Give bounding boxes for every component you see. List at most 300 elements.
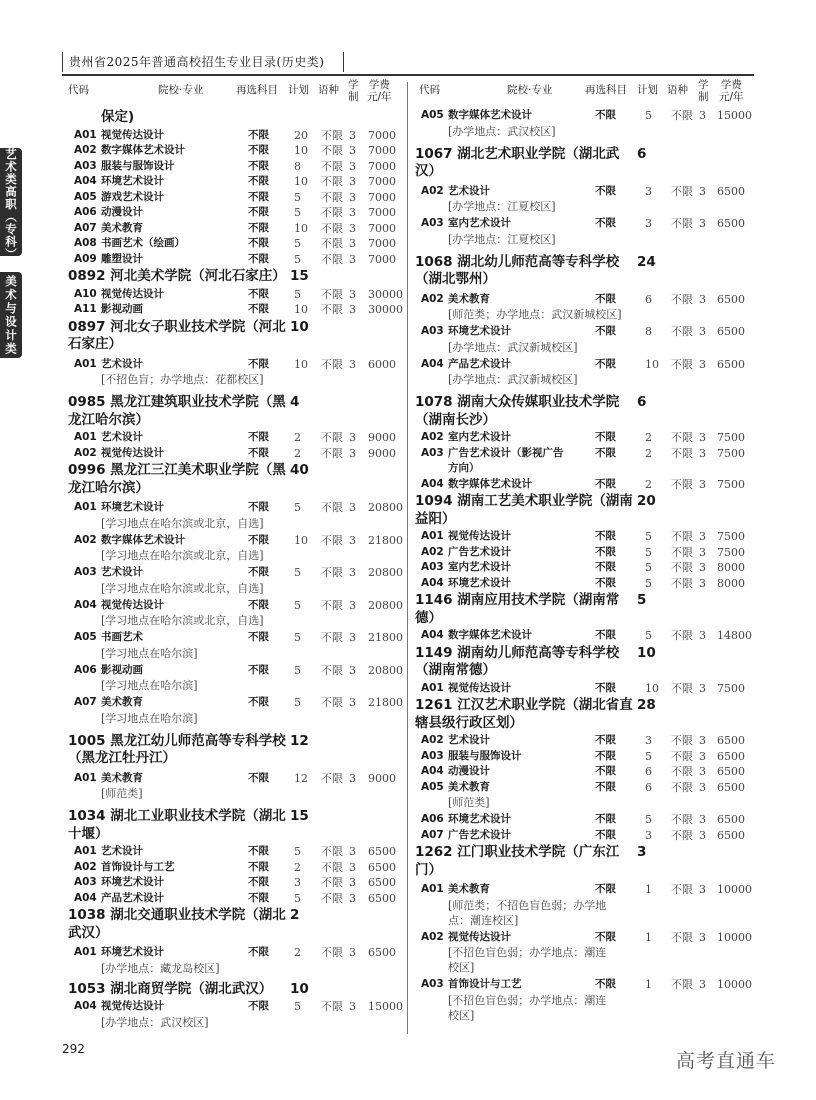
major-language: 不限	[671, 109, 693, 122]
major-fee: 7000	[368, 128, 396, 142]
major-subject: 不限	[595, 978, 616, 990]
col-code: 代码	[68, 84, 89, 96]
major-code: A01	[74, 501, 97, 513]
major-fee: 14800	[717, 629, 752, 642]
major-row	[68, 663, 403, 679]
school-plan: 2	[290, 907, 300, 923]
major-plan: 2	[645, 431, 652, 444]
major-code: A06	[74, 663, 97, 676]
major-note: [办学地点：藏龙岛校区]	[101, 961, 220, 975]
major-name: 游戏艺术设计	[101, 190, 164, 203]
major-code: A07	[74, 696, 97, 708]
major-plan: 10	[294, 303, 308, 316]
major-row	[68, 159, 403, 175]
major-plan: 5	[294, 1000, 301, 1013]
major-fee: 7500	[717, 530, 745, 543]
col-years-bottom: 制	[698, 91, 709, 103]
major-fee: 21800	[368, 533, 403, 547]
school-name: 保定)	[101, 109, 135, 125]
watermark-text: 高考直通车	[676, 1050, 777, 1072]
col-plan: 计划	[288, 84, 309, 96]
school-heading	[415, 696, 755, 733]
major-name: 美术教育	[101, 696, 143, 708]
major-subject: 不限	[595, 431, 616, 443]
major-row	[415, 882, 755, 898]
school-name: 1262 江门职业技术学院（广东江门）	[415, 844, 620, 878]
major-fee: 6500	[717, 780, 745, 794]
major-row	[415, 930, 755, 946]
major-note: [不招色盲；办学地点：花都校区]	[101, 373, 264, 386]
major-fee: 6500	[717, 292, 745, 306]
major-years: 3	[349, 206, 356, 219]
major-plan: 20	[294, 128, 308, 142]
major-subject: 不限	[248, 431, 269, 443]
major-row	[415, 324, 755, 340]
school-name: 1068 湖北幼儿师范高等专科学校（湖北鄂州）	[415, 253, 620, 287]
major-language: 不限	[671, 477, 693, 491]
major-code: A01	[74, 431, 97, 443]
major-subject: 不限	[248, 446, 269, 459]
major-row	[415, 560, 755, 576]
major-language: 不限	[671, 431, 693, 444]
major-language: 不限	[321, 144, 343, 157]
major-fee: 7500	[717, 431, 745, 444]
major-name: 数字媒体艺术设计	[448, 477, 532, 490]
major-name: 室内艺术设计	[448, 217, 511, 229]
major-plan: 10	[294, 144, 308, 157]
major-years: 3	[699, 325, 706, 338]
major-years: 3	[699, 545, 706, 559]
major-note: [学习地点在哈尔滨或北京，自选]	[101, 614, 264, 627]
major-name: 美术教育	[448, 780, 490, 793]
major-language: 不限	[321, 891, 343, 905]
major-row	[68, 205, 403, 221]
major-name: 服装与服饰设计	[448, 749, 522, 762]
side-tab-label: 美术与设计类	[4, 274, 18, 356]
major-plan: 10	[294, 175, 308, 188]
major-name: 首饰设计与工艺	[101, 860, 175, 873]
major-years: 3	[699, 813, 706, 826]
major-row	[68, 252, 403, 268]
major-fee: 6500	[717, 325, 745, 338]
major-name: 影视动画	[101, 663, 143, 676]
major-fee: 6500	[717, 765, 745, 778]
major-fee: 21800	[368, 631, 403, 644]
major-code: A07	[74, 221, 97, 234]
major-years: 3	[699, 883, 706, 896]
major-code: A06	[421, 813, 444, 825]
school-heading	[415, 644, 755, 681]
major-row	[415, 733, 755, 749]
major-years: 3	[349, 287, 356, 301]
major-language: 不限	[671, 681, 693, 695]
major-row	[415, 576, 755, 592]
major-row	[415, 430, 755, 446]
major-row	[68, 287, 403, 303]
major-years: 3	[699, 477, 706, 491]
school-name: 1094 湖南工艺美术职业学院（湖南益阳）	[415, 493, 633, 527]
major-subject: 不限	[595, 217, 616, 229]
major-note: [办学地点：武汉新城校区]	[448, 373, 578, 386]
major-language: 不限	[671, 545, 693, 559]
major-subject: 不限	[248, 159, 269, 172]
major-fee: 6500	[717, 184, 745, 198]
major-name: 书画艺术	[101, 631, 143, 643]
school-heading	[415, 843, 755, 880]
major-row	[415, 681, 755, 697]
col-fee-top: 学费	[368, 79, 390, 91]
major-years: 3	[349, 190, 356, 204]
school-plan: 4	[290, 394, 300, 410]
school-heading	[68, 732, 403, 769]
major-fee: 6500	[368, 891, 396, 905]
major-fee: 7500	[717, 545, 745, 559]
school-name: 1053 湖北商贸学院（湖北武汉）	[68, 980, 273, 997]
major-years: 3	[699, 109, 706, 122]
major-language: 不限	[321, 876, 343, 889]
major-subject: 不限	[595, 681, 616, 694]
major-plan: 5	[645, 629, 652, 642]
major-years: 3	[349, 237, 356, 250]
major-code: A01	[74, 128, 97, 141]
major-code: A02	[421, 734, 444, 746]
major-language: 不限	[671, 184, 693, 198]
page-header-title: 贵州省2025年普通高校招生专业目录(历史类)	[62, 52, 344, 72]
major-note: [学习地点在哈尔滨或北京，自选]	[101, 581, 264, 595]
col-fee-bottom: 元/年	[719, 91, 744, 103]
major-subject: 不限	[248, 501, 269, 513]
major-fee: 15000	[368, 1000, 403, 1013]
major-note: [学习地点在哈尔滨或北京，自选]	[101, 549, 264, 562]
major-language: 不限	[321, 946, 343, 959]
school-plan: 10	[290, 980, 309, 997]
major-row	[68, 891, 403, 907]
major-fee: 30000	[368, 287, 403, 301]
major-row	[68, 598, 403, 614]
major-years: 3	[349, 221, 356, 235]
major-row	[68, 174, 403, 190]
major-code: A04	[74, 598, 97, 611]
major-language: 不限	[321, 159, 343, 173]
major-name: 视觉传达设计	[448, 530, 511, 542]
major-note: [师范类；办学地点：武汉新城校区]	[448, 308, 622, 321]
major-name: 美术教育	[448, 292, 490, 305]
major-row	[68, 999, 403, 1015]
school-name: 1078 湖南大众传媒职业技术学院（湖南长沙）	[415, 394, 620, 428]
col-school-major: 院校·专业	[507, 84, 553, 96]
major-plan: 5	[645, 813, 652, 826]
major-row	[68, 446, 403, 462]
major-years: 3	[699, 530, 706, 543]
major-plan: 3	[645, 828, 652, 842]
major-plan: 1	[645, 930, 652, 944]
major-code: A02	[74, 533, 97, 546]
side-tab-vocational-art	[0, 148, 22, 261]
major-fee: 10000	[717, 978, 752, 991]
major-code: A03	[421, 978, 444, 990]
major-fee: 6500	[368, 946, 396, 959]
major-subject: 不限	[248, 771, 269, 784]
major-code: A01	[74, 771, 97, 784]
major-years: 3	[699, 629, 706, 642]
major-row	[415, 216, 755, 232]
major-row	[68, 844, 403, 860]
major-language: 不限	[321, 431, 343, 444]
major-subject: 不限	[248, 876, 269, 888]
major-language: 不限	[321, 287, 343, 301]
school-plan: 24	[637, 253, 656, 270]
side-tab-label: 艺术类高职（专科）	[4, 148, 18, 261]
major-plan: 5	[645, 109, 652, 122]
major-language: 不限	[671, 629, 693, 642]
side-tab-fine-arts-design	[0, 272, 22, 358]
major-years: 3	[699, 431, 706, 444]
col-years	[698, 79, 709, 103]
major-name: 数字媒体艺术设计	[101, 533, 185, 546]
major-name: 服装与服饰设计	[101, 159, 175, 172]
major-plan: 5	[294, 631, 301, 644]
col-language: 语种	[318, 84, 339, 96]
major-name: 广告艺术设计	[448, 545, 511, 558]
major-plan: 3	[645, 734, 652, 747]
major-fee: 9000	[368, 446, 396, 460]
major-language: 不限	[671, 883, 693, 896]
major-plan: 2	[294, 446, 301, 460]
major-name: 视觉传达设计	[448, 930, 511, 943]
major-years: 3	[349, 252, 356, 266]
major-fee: 20800	[368, 566, 403, 579]
major-code: A03	[421, 446, 444, 459]
major-fee: 30000	[368, 303, 403, 316]
major-code: A04	[421, 765, 444, 777]
major-row	[68, 236, 403, 252]
major-years: 3	[349, 663, 356, 677]
major-years: 3	[699, 446, 706, 460]
major-plan: 5	[294, 206, 301, 219]
major-row	[415, 764, 755, 780]
major-years: 3	[349, 144, 356, 157]
col-years	[348, 79, 359, 103]
major-code: A01	[74, 946, 97, 958]
major-code: A09	[74, 252, 97, 265]
major-code: A01	[421, 883, 444, 895]
major-years: 3	[349, 303, 356, 316]
major-years: 3	[699, 780, 706, 794]
left-rows	[68, 108, 403, 1030]
school-plan: 10	[637, 644, 656, 661]
major-name: 环境艺术设计	[101, 175, 164, 187]
major-name-continued: 方向）	[448, 462, 480, 474]
major-fee: 21800	[368, 696, 403, 709]
major-row	[68, 771, 403, 787]
major-name: 环境艺术设计	[448, 325, 511, 337]
major-fee: 6500	[717, 749, 745, 763]
right-column	[415, 76, 755, 1036]
major-language: 不限	[321, 252, 343, 266]
major-language: 不限	[671, 325, 693, 338]
major-code: A07	[421, 828, 444, 841]
major-name: 视觉传达设计	[101, 287, 164, 300]
col-school-major: 院校·专业	[158, 84, 204, 96]
major-name: 环境艺术设计	[448, 813, 511, 825]
major-language: 不限	[321, 175, 343, 188]
major-code: A01	[74, 845, 97, 857]
major-fee: 6500	[717, 357, 745, 371]
major-row	[68, 357, 403, 373]
major-language: 不限	[321, 190, 343, 204]
major-note: [学习地点在哈尔滨]	[101, 679, 198, 692]
major-years: 3	[699, 292, 706, 306]
school-name: 1261 江汉艺术职业学院（湖北省直辖县级行政区划）	[415, 697, 633, 731]
major-subject: 不限	[595, 530, 616, 542]
major-fee: 7000	[368, 237, 396, 250]
major-row	[415, 292, 755, 308]
major-name: 环境艺术设计	[448, 576, 511, 589]
school-name: 1038 湖北交通职业技术学院（湖北武汉）	[68, 907, 286, 941]
school-name: 0897 河北女子职业技术学院（河北石家庄）	[68, 318, 286, 352]
major-language: 不限	[671, 765, 693, 778]
major-plan: 6	[645, 780, 652, 794]
major-years: 3	[349, 128, 356, 142]
major-years: 3	[349, 501, 356, 514]
major-code: A04	[74, 175, 97, 187]
major-years: 3	[349, 598, 356, 612]
major-row	[415, 780, 755, 796]
major-language: 不限	[671, 530, 693, 543]
major-name: 环境艺术设计	[101, 946, 164, 958]
column-divider	[407, 82, 408, 1034]
major-plan: 5	[645, 749, 652, 763]
major-code: A02	[421, 292, 444, 305]
major-plan: 5	[645, 545, 652, 559]
major-fee: 7500	[717, 446, 745, 460]
major-note: [师范类]	[101, 787, 143, 800]
major-plan: 3	[645, 217, 652, 230]
major-row	[68, 860, 403, 876]
major-years: 3	[699, 184, 706, 198]
major-subject: 不限	[248, 946, 269, 958]
major-subject: 不限	[248, 566, 269, 578]
school-plan: 15	[290, 808, 309, 824]
major-fee: 10000	[717, 883, 752, 896]
major-note: [学习地点在哈尔滨]	[101, 711, 198, 725]
major-plan: 6	[645, 292, 652, 306]
school-plan: 15	[290, 268, 309, 284]
school-plan: 3	[637, 844, 647, 860]
major-plan: 8	[645, 325, 652, 338]
school-plan: 20	[637, 493, 656, 509]
major-row	[415, 477, 755, 493]
school-plan: 12	[290, 732, 309, 749]
school-plan: 40	[290, 462, 309, 478]
major-language: 不限	[321, 357, 343, 371]
major-subject: 不限	[248, 598, 269, 611]
major-subject: 不限	[595, 780, 616, 793]
col-years-top: 学	[348, 79, 359, 91]
major-language: 不限	[321, 221, 343, 235]
major-subject: 不限	[248, 357, 269, 370]
major-language: 不限	[321, 598, 343, 612]
major-fee: 6500	[717, 813, 745, 826]
major-subject: 不限	[248, 252, 269, 265]
major-years: 3	[699, 749, 706, 763]
major-language: 不限	[671, 749, 693, 763]
major-name: 动漫设计	[101, 206, 143, 218]
major-note: [办学地点：武汉新城校区]	[448, 340, 578, 354]
major-subject: 不限	[595, 325, 616, 337]
major-row	[68, 221, 403, 237]
major-language: 不限	[321, 501, 343, 514]
major-code: A10	[74, 287, 97, 300]
col-subject: 再选科目	[585, 84, 627, 96]
column-header	[415, 76, 755, 108]
major-name: 影视动画	[101, 303, 143, 315]
major-row	[415, 184, 755, 200]
major-note: [师范类]	[448, 796, 490, 809]
major-subject: 不限	[248, 303, 269, 315]
major-fee: 6000	[368, 357, 396, 371]
major-note: [师范类；不招色盲色弱；办学地点：潮连校区]	[448, 898, 607, 927]
major-code: A03	[421, 217, 444, 229]
major-row-continued	[415, 461, 755, 477]
major-years: 3	[349, 631, 356, 644]
school-heading	[415, 253, 755, 290]
major-years: 3	[349, 533, 356, 547]
major-subject: 不限	[595, 576, 616, 589]
major-code: A02	[421, 431, 444, 443]
major-plan: 1	[645, 978, 652, 991]
major-subject: 不限	[248, 631, 269, 643]
major-name: 视觉传达设计	[448, 681, 511, 694]
major-code: A04	[421, 576, 444, 589]
major-fee: 6500	[368, 845, 396, 858]
major-language: 不限	[671, 576, 693, 590]
major-subject: 不限	[595, 109, 616, 121]
major-plan: 5	[294, 566, 301, 579]
major-name: 艺术设计	[448, 734, 490, 746]
school-plan: 10	[290, 318, 309, 335]
major-years: 3	[699, 930, 706, 944]
major-row	[68, 695, 403, 711]
major-fee: 10000	[717, 930, 752, 944]
school-heading	[68, 461, 403, 498]
major-years: 3	[349, 446, 356, 460]
major-row	[415, 108, 755, 124]
major-code: A03	[74, 566, 97, 578]
col-fee-top: 学费	[720, 79, 742, 91]
col-code: 代码	[419, 84, 440, 96]
major-language: 不限	[671, 813, 693, 826]
major-subject: 不限	[248, 696, 269, 708]
major-code: A04	[421, 629, 444, 641]
major-code: A03	[421, 749, 444, 762]
column-header	[68, 76, 403, 108]
major-plan: 5	[294, 891, 301, 905]
major-years: 3	[349, 876, 356, 889]
major-plan: 3	[294, 876, 301, 889]
major-subject: 不限	[595, 930, 616, 943]
major-fee: 7000	[368, 175, 396, 188]
major-subject: 不限	[595, 446, 616, 459]
major-subject: 不限	[595, 828, 616, 841]
major-row	[415, 812, 755, 828]
major-plan: 5	[645, 561, 652, 574]
major-name: 艺术设计	[101, 357, 143, 370]
major-row	[68, 430, 403, 446]
major-subject: 不限	[595, 734, 616, 746]
school-heading	[415, 393, 755, 430]
page-number: 292	[62, 1042, 85, 1056]
